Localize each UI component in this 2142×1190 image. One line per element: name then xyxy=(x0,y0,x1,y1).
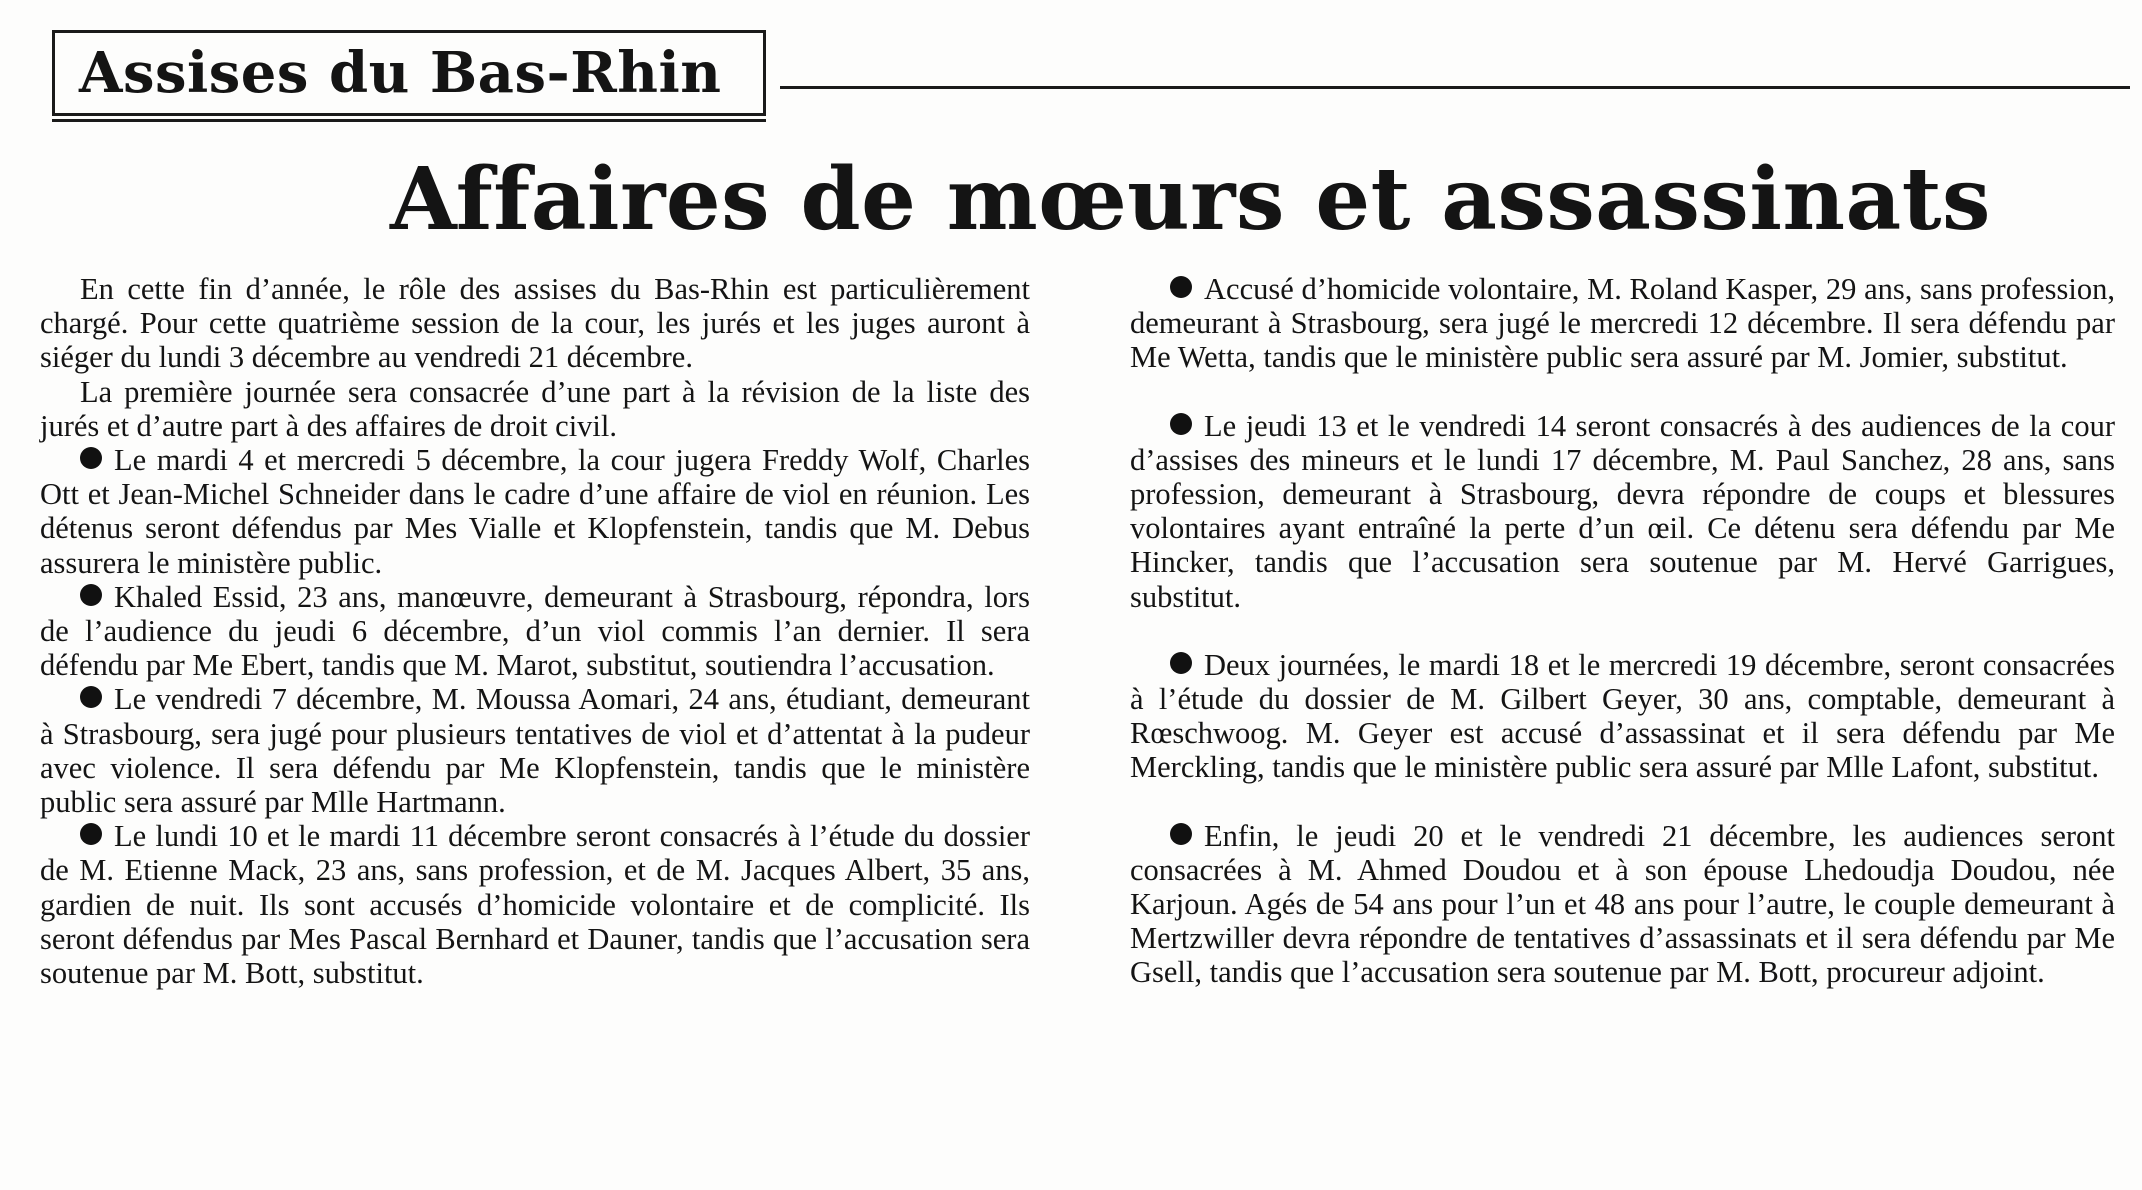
paragraph xyxy=(40,272,1030,375)
left-column xyxy=(40,272,1030,990)
paragraph xyxy=(40,819,1030,990)
paragraph xyxy=(1130,648,2115,785)
bullet-icon xyxy=(80,686,102,708)
bullet-icon xyxy=(1170,823,1192,845)
section-rubric-text: Assises du Bas-Rhin xyxy=(79,40,722,106)
paragraph-text: Le mardi 4 et mercredi 5 décembre, la cour jugera Freddy Wolf, Charles Ott et Jean-Michel Schneider dans le cadre d’une affaire de viol en réunion. Les détenus seront défendus par Mes Vialle et Klopfenstein, tandis que M. Debus assurera le ministère public. xyxy=(40,443,1030,580)
paragraph-text: Enfin, le jeudi 20 et le vendredi 21 décembre, les audiences seront consacrées à M. Ahmed Doudou et à son épouse Lhedoudja Doudou, née Karjoun. Agés de 54 ans pour l’un et 48 ans pour l’autre, le couple demeurant à Mertzwiller devra répondre de tentatives d’assassinats et il sera défendu par Me Gsell, tandis que l’accusation sera soutenue par M. Bott, procureur adjoint. xyxy=(1130,818,2115,990)
bullet-icon xyxy=(80,447,102,469)
bullet-icon xyxy=(80,823,102,845)
paragraph xyxy=(1130,409,2115,614)
bullet-icon xyxy=(80,584,102,606)
paragraph xyxy=(40,682,1030,819)
section-rubric xyxy=(52,30,766,116)
paragraph-text: Le jeudi 13 et le vendredi 14 seront consacrés à des audiences de la cour d’assises des mineurs et le lundi 17 décembre, M. Paul Sanchez, 28 ans, sans profession, demeurant à Strasbourg, devra répondre de coups et blessures volontaires ayant entraîné la perte d’un œil. Ce détenu sera défendu par Me Hincker, tandis que l’accusation sera soutenue par M. Hervé Garrigues, substitut. xyxy=(1130,408,2115,614)
paragraph-text: Khaled Essid, 23 ans, manœuvre, demeurant à Strasbourg, répondra, lors de l’audience du jeudi 6 décembre, d’un viol commis l’an dernier. Il sera défendu par Me Ebert, tandis que M. Marot, substitut, soutiendra l’accusation. xyxy=(40,579,1030,683)
bullet-icon xyxy=(1170,413,1192,435)
paragraph-text: La première journée sera consacrée d’une part à la révision de la liste des jurés et d’autre part à des affaires de droit civil. xyxy=(40,374,1030,443)
paragraph xyxy=(1130,272,2115,375)
paragraph xyxy=(40,443,1030,580)
article-headline: Affaires de mœurs et assassinats xyxy=(390,149,1991,250)
paragraph-text: Deux journées, le mardi 18 et le mercredi 19 décembre, seront consacrées à l’étude du dossier de M. Gilbert Geyer, 30 ans, comptable, demeurant à Rœschwoog. M. Geyer est accusé d’assassinat et il sera défendu par Me Merckling, tandis que le ministère public sera assuré par Mlle Lafont, substitut. xyxy=(1130,647,2115,785)
bullet-icon xyxy=(1170,652,1192,674)
paragraph-text: Le lundi 10 et le mardi 11 décembre seront consacrés à l’étude du dossier de M. Etienne Mack, 23 ans, sans profession, et de M. Jacques Albert, 35 ans, gardien de nuit. Ils sont accusés d’homicide volontaire et de complicité. Ils seront défendus par Mes Pascal Bernhard et Dauner, tandis que l’accusation sera soutenue par M. Bott, substitut. xyxy=(40,819,1030,991)
bullet-icon xyxy=(1170,276,1192,298)
paragraph xyxy=(40,580,1030,683)
paragraph-text: Le vendredi 7 décembre, M. Moussa Aomari, 24 ans, étudiant, demeurant à Strasbourg, sera jugé pour plusieurs tentatives de viol et d’attentat à la pudeur avec violence. Il sera défendu par Me Klopfenstein, tandis que le ministère public sera assuré par Mlle Hartmann. xyxy=(40,682,1030,820)
paragraph xyxy=(40,375,1030,443)
paragraph-text: En cette fin d’année, le rôle des assises du Bas-Rhin est particulièrement chargé. Pour cette quatrième session de la cour, les jurés et les juges auront à siéger du lundi 3 décembre au vendredi 21 décembre. xyxy=(40,272,1030,375)
paragraph xyxy=(1130,819,2115,990)
right-column xyxy=(1130,272,2115,990)
paragraph-text: Accusé d’homicide volontaire, M. Roland Kasper, 29 ans, sans profession, demeurant à Strasbourg, sera jugé le mercredi 12 décembre. Il sera défendu par Me Wetta, tandis que le ministère public sera assuré par M. Jomier, substitut. xyxy=(1130,272,2115,375)
rubric-rule xyxy=(780,86,2130,89)
